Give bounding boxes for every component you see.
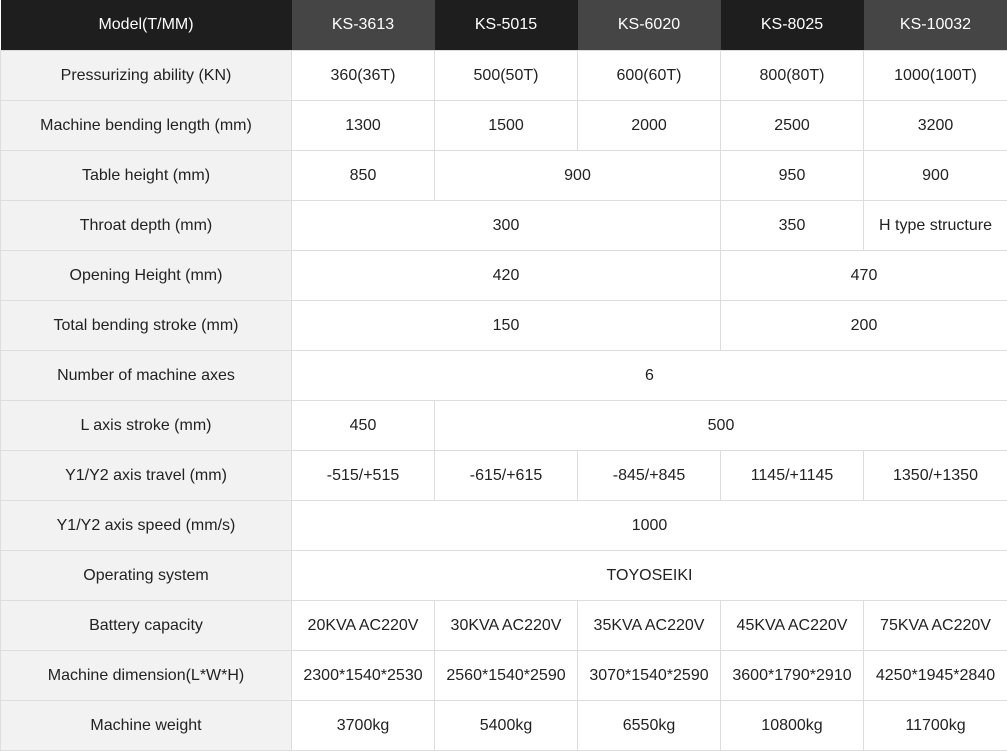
spec-value: 3200	[864, 101, 1007, 151]
spec-value: 35KVA AC220V	[578, 601, 721, 651]
spec-value: 850	[292, 151, 435, 201]
spec-value: -515/+515	[292, 451, 435, 501]
spec-label: Machine dimension(L*W*H)	[1, 651, 292, 701]
spec-label: Operating system	[1, 551, 292, 601]
spec-row	[1, 51, 1007, 101]
spec-value: 500(50T)	[435, 51, 578, 101]
spec-value: 800(80T)	[721, 51, 864, 101]
spec-value: H type structure	[864, 201, 1007, 251]
spec-value: 10800kg	[721, 701, 864, 751]
spec-label: Y1/Y2 axis speed (mm/s)	[1, 501, 292, 551]
spec-value: 300	[292, 201, 721, 251]
spec-row	[1, 651, 1007, 701]
spec-value: 30KVA AC220V	[435, 601, 578, 651]
spec-value: 1350/+1350	[864, 451, 1007, 501]
spec-label: L axis stroke (mm)	[1, 401, 292, 451]
spec-value: 1300	[292, 101, 435, 151]
spec-value: 20KVA AC220V	[292, 601, 435, 651]
spec-value: 6550kg	[578, 701, 721, 751]
spec-value: 3600*1790*2910	[721, 651, 864, 701]
spec-value: 470	[721, 251, 1007, 301]
spec-value: 5400kg	[435, 701, 578, 751]
spec-value: 75KVA AC220V	[864, 601, 1007, 651]
spec-value: 1145/+1145	[721, 451, 864, 501]
spec-row	[1, 701, 1007, 751]
spec-value: 3700kg	[292, 701, 435, 751]
spec-value: 2560*1540*2590	[435, 651, 578, 701]
spec-row	[1, 101, 1007, 151]
header-row	[1, 0, 1007, 51]
spec-value: 11700kg	[864, 701, 1007, 751]
spec-label: Table height (mm)	[1, 151, 292, 201]
model-header: KS-6020	[578, 0, 721, 51]
spec-value: 2500	[721, 101, 864, 151]
header-label: Model(T/MM)	[1, 0, 292, 51]
spec-value: 45KVA AC220V	[721, 601, 864, 651]
spec-value: 350	[721, 201, 864, 251]
spec-row	[1, 351, 1007, 401]
spec-label: Machine weight	[1, 701, 292, 751]
model-header: KS-5015	[435, 0, 578, 51]
spec-label: Throat depth (mm)	[1, 201, 292, 251]
spec-value: -615/+615	[435, 451, 578, 501]
spec-value: 200	[721, 301, 1007, 351]
spec-value: TOYOSEIKI	[292, 551, 1007, 601]
model-header: KS-10032	[864, 0, 1007, 51]
spec-value: 360(36T)	[292, 51, 435, 101]
spec-value: 450	[292, 401, 435, 451]
spec-row	[1, 151, 1007, 201]
spec-value: 950	[721, 151, 864, 201]
spec-value: 1500	[435, 101, 578, 151]
spec-row	[1, 551, 1007, 601]
spec-value: 600(60T)	[578, 51, 721, 101]
spec-label: Y1/Y2 axis travel (mm)	[1, 451, 292, 501]
spec-value: 1000(100T)	[864, 51, 1007, 101]
spec-row	[1, 301, 1007, 351]
spec-value: 6	[292, 351, 1007, 401]
spec-label: Opening Height (mm)	[1, 251, 292, 301]
spec-value: 150	[292, 301, 721, 351]
spec-row	[1, 251, 1007, 301]
spec-label: Machine bending length (mm)	[1, 101, 292, 151]
spec-row	[1, 201, 1007, 251]
spec-body	[1, 51, 1007, 751]
spec-value: 900	[864, 151, 1007, 201]
spec-value: 4250*1945*2840	[864, 651, 1007, 701]
spec-value: 420	[292, 251, 721, 301]
spec-value: 1000	[292, 501, 1007, 551]
spec-value: 2300*1540*2530	[292, 651, 435, 701]
spec-row	[1, 501, 1007, 551]
spec-value: 500	[435, 401, 1007, 451]
spec-label: Battery capacity	[1, 601, 292, 651]
spec-row	[1, 401, 1007, 451]
spec-value: -845/+845	[578, 451, 721, 501]
spec-row	[1, 601, 1007, 651]
spec-value: 3070*1540*2590	[578, 651, 721, 701]
spec-label: Pressurizing ability (KN)	[1, 51, 292, 101]
spec-value: 900	[435, 151, 721, 201]
spec-value: 2000	[578, 101, 721, 151]
model-header: KS-3613	[292, 0, 435, 51]
model-header: KS-8025	[721, 0, 864, 51]
spec-label: Total bending stroke (mm)	[1, 301, 292, 351]
spec-row	[1, 451, 1007, 501]
spec-label: Number of machine axes	[1, 351, 292, 401]
